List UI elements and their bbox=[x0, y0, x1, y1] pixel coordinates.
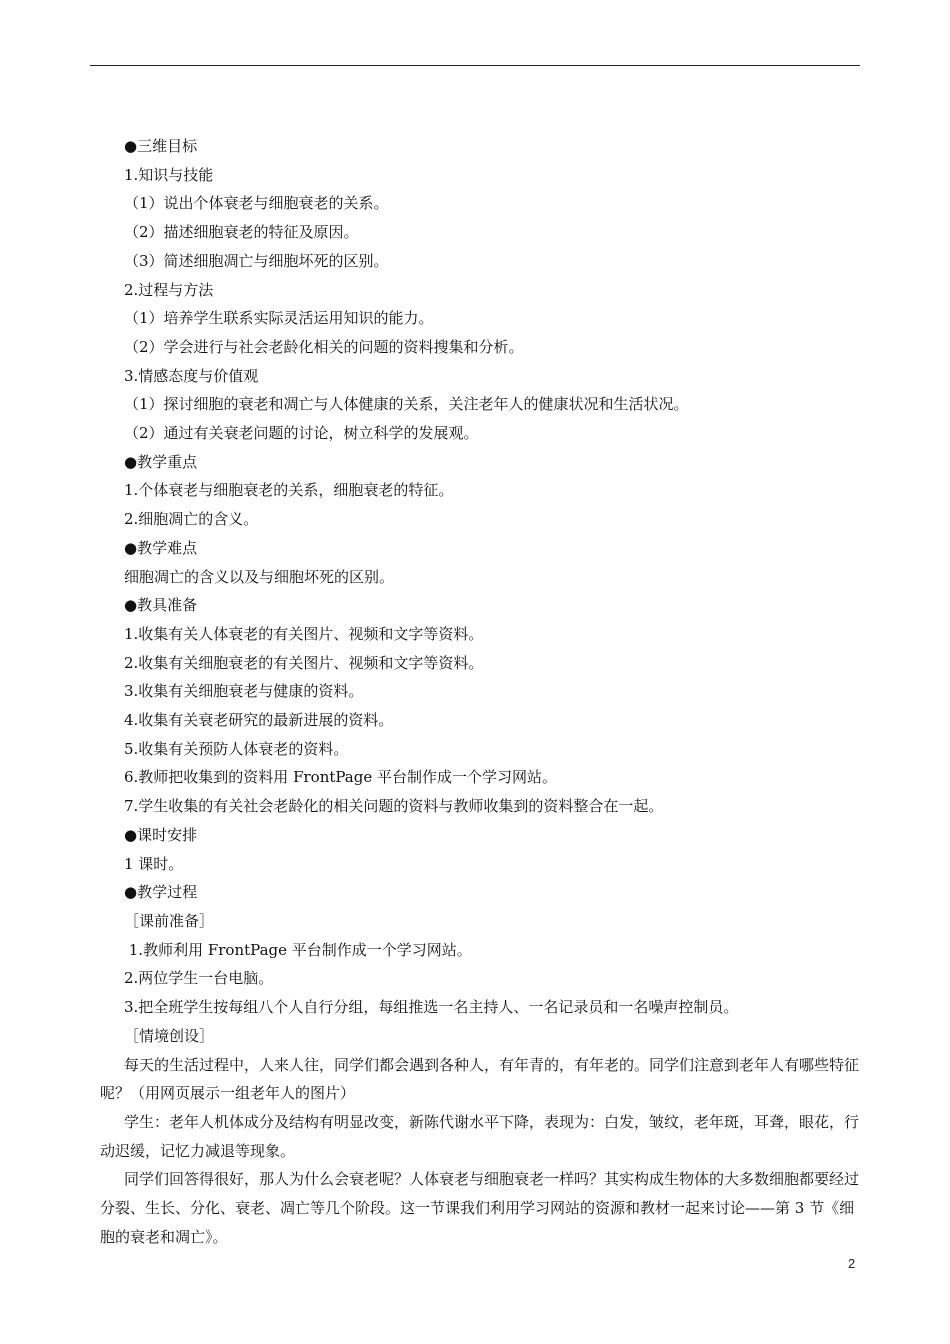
bracket-heading: ［情境创设］ bbox=[124, 1026, 215, 1045]
list-item: 7.学生收集的有关社会老龄化的相关问题的资料与教师收集到的资料整合在一起。 bbox=[124, 797, 664, 816]
list-item: 2.收集有关细胞衰老的有关图片、视频和文字等资料。 bbox=[124, 653, 484, 672]
section-heading: ●三维目标 bbox=[124, 137, 198, 155]
page-number: 2 bbox=[848, 1256, 856, 1271]
paragraph: 每天的生活过程中，人来人往，同学们都会遇到各种人，有年青的，有年老的。同学们注意到老年人有哪些特征呢？（用网页展示一组老年人的图片） bbox=[100, 1055, 860, 1103]
list-item: 6.教师把收集到的资料用 FrontPage 平台制作成一个学习网站。 bbox=[124, 768, 557, 787]
body-text: 细胞凋亡的含义以及与细胞坏死的区别。 bbox=[124, 567, 395, 586]
list-item: 1.个体衰老与细胞衰老的关系，细胞衰老的特征。 bbox=[124, 481, 454, 500]
subheading: 1.知识与技能 bbox=[124, 165, 214, 184]
list-item: 2.细胞凋亡的含义。 bbox=[124, 510, 259, 529]
list-item: 4.收集有关衰老研究的最新进展的资料。 bbox=[124, 711, 394, 730]
section-heading: ●教学难点 bbox=[124, 538, 198, 557]
list-item: 3.收集有关细胞衰老与健康的资料。 bbox=[124, 682, 364, 701]
section-heading: ●教学重点 bbox=[124, 452, 198, 471]
section-heading: ●教具准备 bbox=[124, 596, 198, 615]
list-item: 1.收集有关人体衰老的有关图片、视频和文字等资料。 bbox=[124, 624, 484, 643]
list-item: 3.把全班学生按每组八个人自行分组，每组推选一名主持人、一名记录员和一名噪声控制员。 bbox=[124, 998, 739, 1017]
list-item: （1）说出个体衰老与细胞衰老的关系。 bbox=[124, 194, 389, 213]
header-rule bbox=[90, 65, 860, 66]
bracket-heading: ［课前准备］ bbox=[124, 911, 215, 930]
list-item: （3）简述细胞凋亡与细胞坏死的区别。 bbox=[124, 251, 389, 270]
list-item: （2）通过有关衰老问题的讨论，树立科学的发展观。 bbox=[124, 424, 479, 443]
section-heading: ●课时安排 bbox=[124, 825, 198, 844]
list-item: 2.两位学生一台电脑。 bbox=[124, 969, 274, 988]
list-item: 1.教师利用 FrontPage 平台制作成一个学习网站。 bbox=[124, 940, 472, 959]
list-item: （2）学会进行与社会老龄化相关的问题的资料搜集和分析。 bbox=[124, 337, 524, 356]
list-item: （2）描述细胞衰老的特征及原因。 bbox=[124, 223, 359, 242]
list-item: （1）探讨细胞的衰老和凋亡与人体健康的关系，关注老年人的健康状况和生活状况。 bbox=[124, 395, 689, 414]
list-item: （1）培养学生联系实际灵活运用知识的能力。 bbox=[124, 309, 434, 328]
paragraph: 同学们回答得很好，那人为什么会衰老呢？人体衰老与细胞衰老一样吗？其实构成生物体的大多数细胞都要经过分裂、生长、分化、衰老、凋亡等几个阶段。这一节课我们利用学习网站的资源和教材一起来讨论——第 3 节《细胞的衰老和凋亡》。 bbox=[100, 1170, 860, 1246]
list-item: 5.收集有关预防人体衰老的资料。 bbox=[124, 739, 349, 758]
paragraph: 学生：老年人机体成分及结构有明显改变，新陈代谢水平下降，表现为：白发，皱纹，老年斑，耳聋，眼花，行动迟缓，记忆力减退等现象。 bbox=[100, 1112, 860, 1160]
body-text: 1 课时。 bbox=[124, 854, 184, 873]
subheading: 2.过程与方法 bbox=[124, 280, 214, 299]
section-heading: ●教学过程 bbox=[124, 883, 198, 902]
document-body bbox=[100, 132, 864, 1251]
subheading: 3.情感态度与价值观 bbox=[124, 366, 259, 385]
